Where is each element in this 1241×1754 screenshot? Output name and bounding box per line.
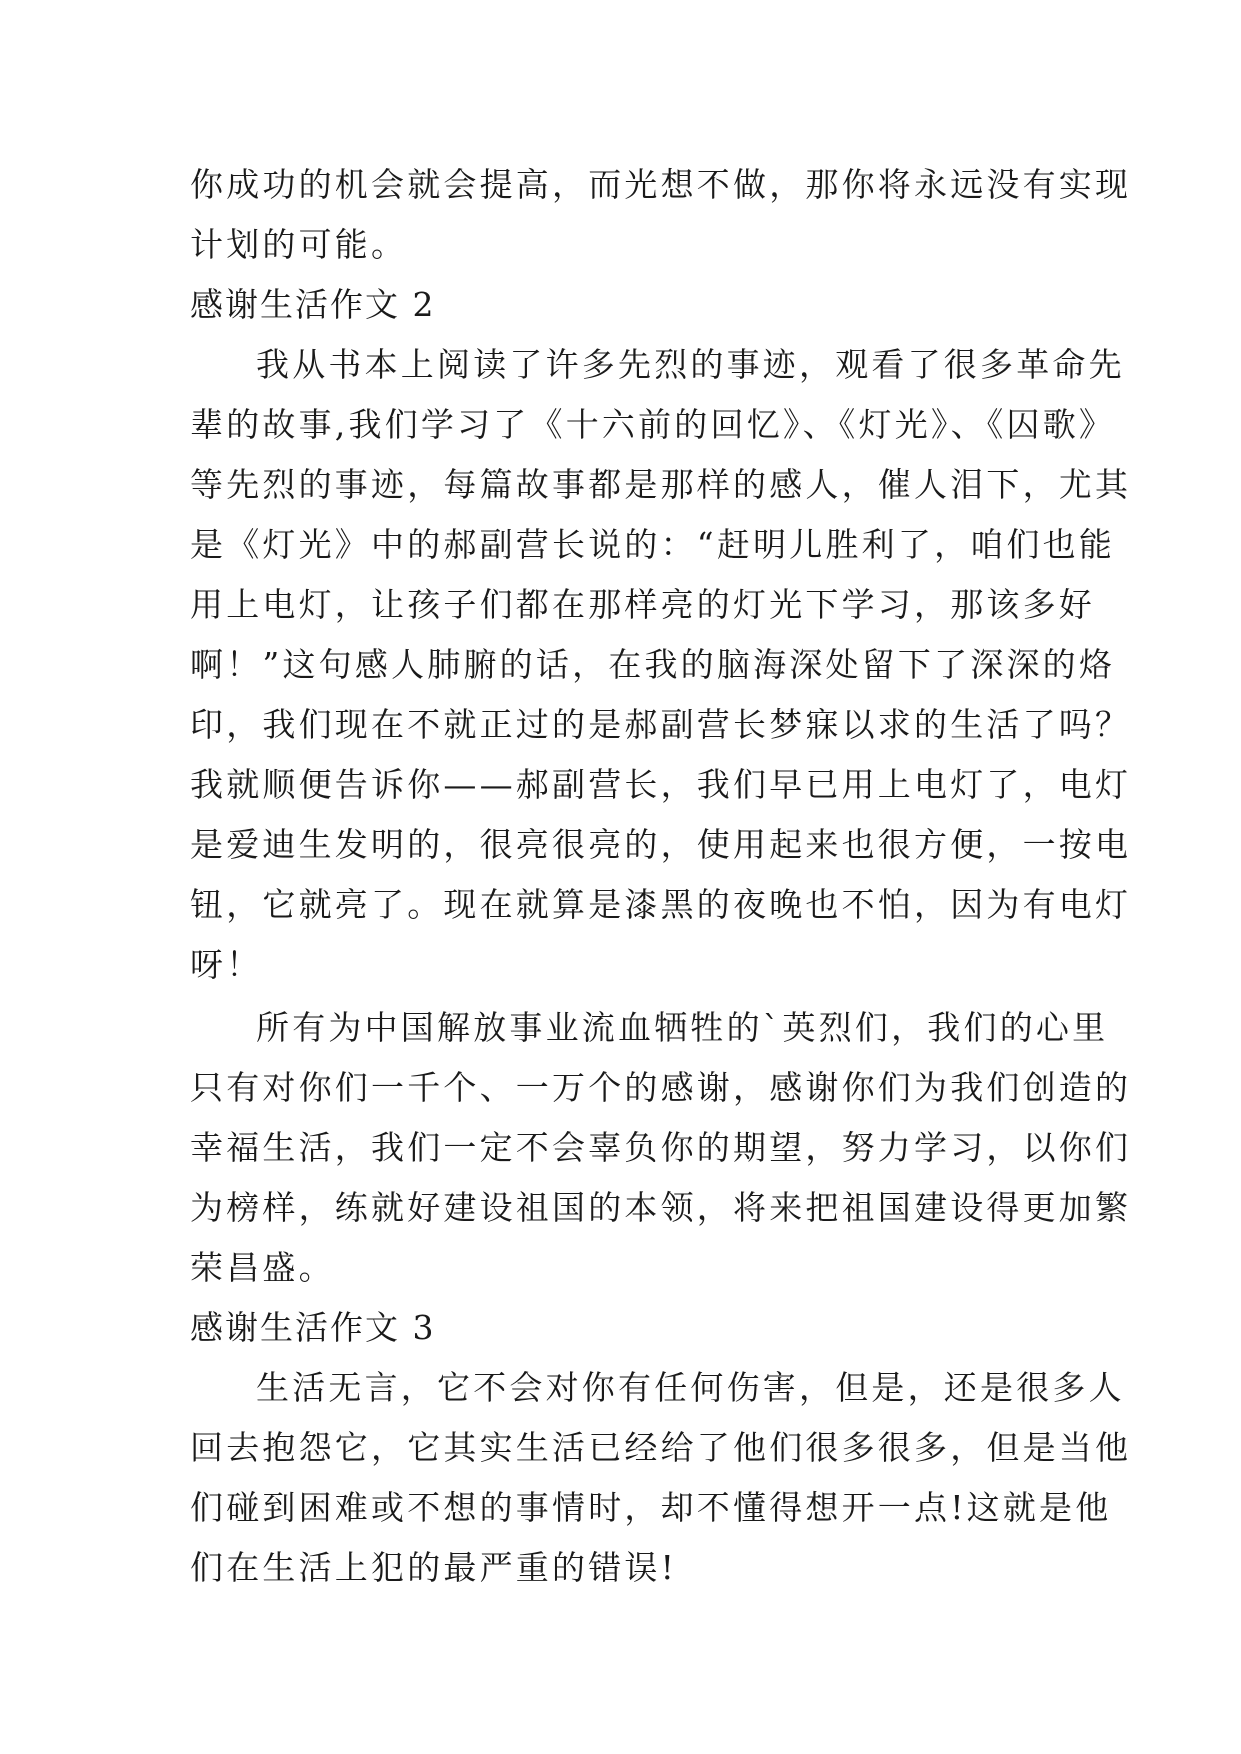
- text-line: 幸福生活，我们一定不会辜负你的期望，努力学习，以你们: [190, 1128, 1132, 1167]
- text-line: 等先烈的事迹，每篇故事都是那样的感人，催人泪下，尤其: [190, 465, 1132, 504]
- text-line: 们在生活上犯的最严重的错误!: [190, 1548, 678, 1587]
- text-line: 呀！: [190, 945, 263, 984]
- text-line: 是《灯光》中的郝副营长说的：“赶明儿胜利了，咱们也能: [190, 525, 1116, 564]
- text-line: 辈的故事,我们学习了《十六前的回忆》、《灯光》、《囚歌》: [190, 405, 1116, 444]
- paragraph-first-line: 所有为中国解放事业流血牺牲的`英烈们，我们的心里: [256, 1008, 1109, 1047]
- text-line: 荣昌盛。: [190, 1248, 335, 1287]
- text-line: 印，我们现在不就正过的是郝副营长梦寐以求的生活了吗？: [190, 705, 1132, 744]
- section-heading: 感谢生活作文 2: [190, 285, 436, 324]
- text-line: 们碰到困难或不想的事情时，却不懂得想开一点!这就是他: [190, 1488, 1112, 1527]
- text-line: 用上电灯，让孩子们都在那样亮的灯光下学习，那该多好: [190, 585, 1095, 624]
- paragraph-first-line: 我从书本上阅读了许多先烈的事迹，观看了很多革命先: [256, 345, 1125, 384]
- section-heading: 感谢生活作文 3: [190, 1308, 436, 1347]
- text-line: 回去抱怨它，它其实生活已经给了他们很多很多，但是当他: [190, 1428, 1132, 1467]
- text-line: 我就顺便告诉你——郝副营长，我们早已用上电灯了，电灯: [190, 765, 1132, 804]
- text-line: 计划的可能。: [190, 225, 408, 264]
- text-line: 为榜样，练就好建设祖国的本领，将来把祖国建设得更加繁: [190, 1188, 1132, 1227]
- text-line: 钮，它就亮了。现在就算是漆黑的夜晚也不怕，因为有电灯: [190, 885, 1132, 924]
- text-line: 是爱迪生发明的，很亮很亮的，使用起来也很方便，一按电: [190, 825, 1132, 864]
- text-line: 只有对你们一千个、一万个的感谢，感谢你们为我们创造的: [190, 1068, 1132, 1107]
- paragraph-first-line: 生活无言，它不会对你有任何伤害，但是，还是很多人: [256, 1368, 1125, 1407]
- text-line: 你成功的机会就会提高，而光想不做，那你将永远没有实现: [190, 165, 1132, 204]
- text-line: 啊！”这句感人肺腑的话，在我的脑海深处留下了深深的烙: [190, 645, 1116, 684]
